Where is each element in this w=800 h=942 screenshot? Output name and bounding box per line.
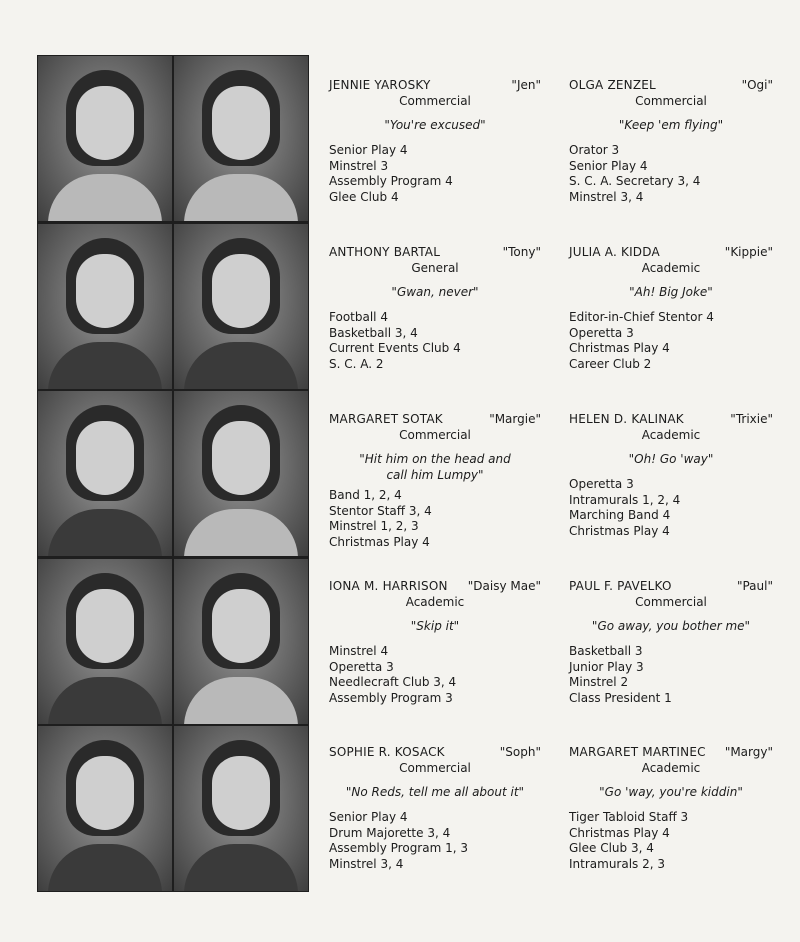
senior-entry (329, 78, 541, 205)
student-motto: "Ah! Big Joke" (629, 285, 713, 299)
activity-item: Glee Club 4 (329, 189, 399, 204)
activity-item: Operetta 3 (329, 659, 394, 674)
student-name: JENNIE YAROSKY (329, 78, 431, 92)
student-nickname: "Margie" (489, 412, 541, 426)
portrait-margaret-martinec (174, 726, 308, 891)
senior-entry (569, 412, 773, 539)
portrait-grid (37, 55, 309, 892)
activity-item: Needlecraft Club 3, 4 (329, 675, 457, 690)
portrait-julia-kidda (174, 224, 308, 389)
senior-entry (329, 245, 541, 372)
student-name: PAUL F. PAVELKO (569, 579, 672, 593)
activity-item: Junior Play 3 (569, 659, 644, 674)
activity-item: Band 1, 2, 4 (329, 488, 402, 503)
student-nickname: "Margy" (724, 745, 773, 759)
course-label: Academic (405, 595, 465, 609)
activity-item: Minstrel 4 (329, 644, 389, 658)
student-nickname: "Ogi" (741, 78, 773, 92)
student-motto: "Oh! Go 'way" (628, 452, 714, 466)
course-label: Academic (641, 761, 701, 775)
activity-item: Career Club 2 (569, 356, 652, 371)
activity-item: Marching Band 4 (569, 508, 671, 523)
senior-entry (329, 412, 541, 551)
activity-item: Minstrel 3, 4 (569, 189, 644, 204)
student-motto: "Keep 'em flying" (618, 118, 724, 132)
activity-item: Intramurals 2, 3 (569, 856, 666, 871)
course-label: Commercial (399, 428, 471, 442)
activity-item: Tiger Tabloid Staff 3 (569, 810, 689, 824)
student-name: ANTHONY BARTAL (329, 245, 441, 259)
activity-item: Intramurals 1, 2, 4 (569, 492, 681, 507)
student-motto: "Go away, you bother me" (591, 619, 751, 633)
activity-item: Glee Club 3, 4 (569, 841, 654, 856)
student-name: HELEN D. KALINAK (569, 412, 684, 426)
senior-entry (329, 579, 541, 706)
course-label: Commercial (635, 595, 707, 609)
student-motto: "Go 'way, you're kiddin" (599, 785, 743, 799)
activity-item: Assembly Program 1, 3 (329, 841, 468, 856)
course-label: Commercial (399, 761, 471, 775)
activity-list (569, 477, 773, 539)
student-nickname: "Kippie" (724, 245, 773, 259)
student-motto: "Gwan, never" (391, 285, 479, 299)
student-motto: "You're excused" (384, 118, 486, 132)
activity-list (569, 143, 773, 205)
student-nickname: "Jen" (511, 78, 541, 92)
activity-item: Editor-in-Chief Stentor 4 (569, 310, 714, 324)
activity-item: Senior Play 4 (329, 143, 408, 157)
portrait-paul-pavelko (174, 559, 308, 724)
portrait-anthony-bartal (38, 224, 172, 389)
student-name: IONA M. HARRISON (329, 579, 448, 593)
activity-item: Basketball 3 (569, 644, 643, 658)
student-name: SOPHIE R. KOSACK (329, 745, 445, 759)
course-label: Commercial (399, 94, 471, 108)
portrait-sophie-kosack (38, 726, 172, 891)
activity-list (329, 143, 541, 205)
portrait-olga-zenzel (174, 56, 308, 221)
activity-item: Minstrel 1, 2, 3 (329, 519, 419, 534)
senior-entry (569, 579, 773, 706)
student-name: MARGARET SOTAK (329, 412, 443, 426)
activity-item: Assembly Program 4 (329, 174, 453, 189)
activity-item: Class President 1 (569, 690, 672, 705)
activity-item: Senior Play 4 (329, 810, 408, 824)
student-name: MARGARET MARTINEC (569, 745, 706, 759)
student-name: OLGA ZENZEL (569, 78, 656, 92)
activity-list (329, 644, 541, 706)
student-nickname: "Soph" (499, 745, 541, 759)
student-motto: "Hit him on the head and call him Lumpy" (359, 452, 511, 482)
activity-item: Football 4 (329, 310, 388, 324)
student-nickname: "Tony" (502, 245, 541, 259)
student-motto: "No Reds, tell me all about it" (345, 785, 525, 799)
activity-list (569, 644, 773, 706)
activity-item: Assembly Program 3 (329, 690, 453, 705)
course-label: Academic (641, 261, 701, 275)
student-name: JULIA A. KIDDA (569, 245, 660, 259)
activity-item: Minstrel 3 (329, 158, 389, 173)
activity-list (329, 488, 541, 550)
activity-item: Drum Majorette 3, 4 (329, 825, 451, 840)
portrait-margaret-sotak (38, 391, 172, 556)
activity-list (329, 810, 541, 872)
course-label: General (411, 261, 459, 275)
activity-item: S. C. A. 2 (329, 356, 384, 371)
activity-item: Basketball 3, 4 (329, 325, 418, 340)
activity-item: Operetta 3 (569, 477, 634, 491)
senior-entry (569, 745, 773, 872)
student-nickname: "Daisy Mae" (467, 579, 541, 593)
activity-item: Stentor Staff 3, 4 (329, 503, 432, 518)
activity-item: Christmas Play 4 (329, 534, 430, 549)
student-motto: "Skip it" (410, 619, 460, 633)
activity-item: Christmas Play 4 (569, 825, 670, 840)
portrait-iona-harrison (38, 559, 172, 724)
senior-entry (329, 745, 541, 872)
activity-item: S. C. A. Secretary 3, 4 (569, 174, 701, 189)
student-nickname: "Paul" (736, 579, 773, 593)
activity-item: Christmas Play 4 (569, 341, 670, 356)
senior-entry (569, 78, 773, 205)
portrait-jennie-yarosky (38, 56, 172, 221)
activity-item: Operetta 3 (569, 325, 634, 340)
activity-item: Senior Play 4 (569, 158, 648, 173)
activity-list (329, 310, 541, 372)
activity-list (569, 310, 773, 372)
activity-list (569, 810, 773, 872)
course-label: Academic (641, 428, 701, 442)
student-nickname: "Trixie" (730, 412, 773, 426)
course-label: Commercial (635, 94, 707, 108)
activity-item: Current Events Club 4 (329, 341, 461, 356)
portrait-helen-kalinak (174, 391, 308, 556)
activity-item: Orator 3 (569, 143, 620, 157)
activity-item: Minstrel 3, 4 (329, 856, 404, 871)
senior-entry (569, 245, 773, 372)
activity-item: Christmas Play 4 (569, 523, 670, 538)
activity-item: Minstrel 2 (569, 675, 629, 690)
